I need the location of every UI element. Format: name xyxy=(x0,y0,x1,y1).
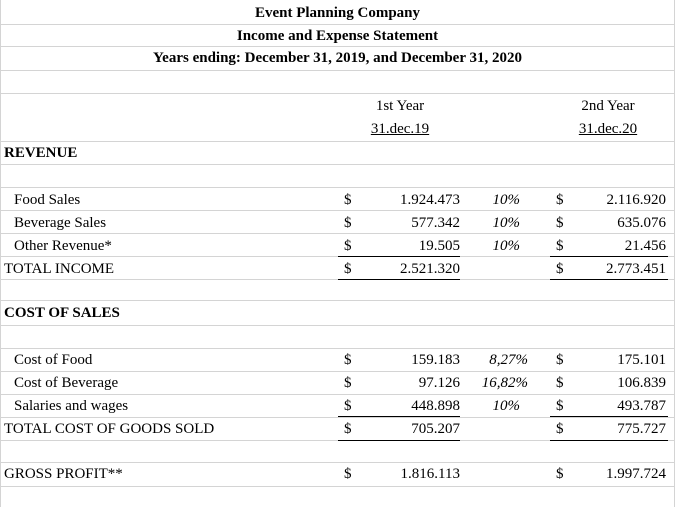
cost-row-pct: 16,82% xyxy=(481,375,528,391)
gridline xyxy=(0,300,675,301)
gridline xyxy=(0,24,675,25)
gridline xyxy=(0,462,675,463)
revenue-row-year2: 21.456 xyxy=(624,238,666,254)
year1-date xyxy=(340,120,460,138)
total-rule xyxy=(338,440,460,441)
revenue-row-year1: 19.505 xyxy=(418,238,460,254)
total-cogs-label: TOTAL COST OF GOODS SOLD xyxy=(4,421,215,437)
gross-profit-label: GROSS PROFIT** xyxy=(4,466,123,482)
cost-row-year1: 97.126 xyxy=(418,375,460,391)
cost-row-label: Salaries and wages xyxy=(14,398,129,414)
gridline xyxy=(0,210,675,211)
currency-symbol: $ xyxy=(344,192,352,208)
revenue-row-pct: 10% xyxy=(492,215,520,231)
currency-symbol: $ xyxy=(556,466,564,482)
revenue-heading: REVENUE xyxy=(4,145,78,161)
currency-symbol: $ xyxy=(556,215,564,231)
gross-profit-year1: 1.816.113 xyxy=(400,466,460,482)
cost-row-year1: 159.183 xyxy=(411,352,460,368)
currency-symbol: $ xyxy=(556,375,564,391)
cost-heading: COST OF SALES xyxy=(4,305,120,321)
revenue-row-label: Beverage Sales xyxy=(14,215,107,231)
gridline xyxy=(0,417,675,418)
year2-label: 2nd Year xyxy=(581,98,635,114)
total-income-year1: 2.521.320 xyxy=(400,261,460,277)
currency-symbol: $ xyxy=(556,421,564,437)
total-cogs-year1: 705.207 xyxy=(411,421,460,437)
gridline xyxy=(0,164,675,165)
currency-symbol: $ xyxy=(556,238,564,254)
gross-profit-year2: 1.997.724 xyxy=(606,466,666,482)
currency-symbol: $ xyxy=(556,398,564,414)
cost-row-label: Cost of Food xyxy=(14,352,93,368)
year2-date xyxy=(548,120,668,138)
total-rule xyxy=(550,440,668,441)
currency-symbol: $ xyxy=(344,421,352,437)
statement-period: Years ending: December 31, 2019, and December 31, 2020 xyxy=(153,50,522,66)
currency-symbol: $ xyxy=(344,466,352,482)
revenue-row-year1: 577.342 xyxy=(411,215,460,231)
gridline xyxy=(0,70,675,71)
total-rule xyxy=(550,279,668,280)
revenue-row-year2: 2.116.920 xyxy=(606,192,666,208)
cost-row-label: Cost of Beverage xyxy=(14,375,119,391)
year2-date-text: 31.dec.20 xyxy=(578,121,638,137)
total-cogs-year2: 775.727 xyxy=(617,421,666,437)
company-name: Event Planning Company xyxy=(254,5,421,21)
cost-row-year1: 448.898 xyxy=(411,398,460,414)
gridline xyxy=(0,187,675,188)
cost-row-pct: 10% xyxy=(492,398,520,414)
currency-symbol: $ xyxy=(344,352,352,368)
currency-symbol: $ xyxy=(556,261,564,277)
year1-label: 1st Year xyxy=(375,98,425,114)
total-income-label: TOTAL INCOME xyxy=(4,261,115,277)
revenue-row-label: Other Revenue* xyxy=(14,238,112,254)
gridline xyxy=(0,141,675,142)
gridline xyxy=(0,486,675,487)
currency-symbol: $ xyxy=(556,352,564,368)
total-income-year2: 2.773.451 xyxy=(606,261,666,277)
cost-row-year2: 493.787 xyxy=(617,398,666,414)
gridline xyxy=(0,93,675,94)
gridline xyxy=(0,46,675,47)
revenue-row-pct: 10% xyxy=(492,238,520,254)
gridline xyxy=(0,394,675,395)
total-rule xyxy=(338,279,460,280)
gridline xyxy=(0,348,675,349)
year1-date-text: 31.dec.19 xyxy=(370,121,430,137)
total-rule xyxy=(338,256,460,257)
currency-symbol: $ xyxy=(344,261,352,277)
currency-symbol: $ xyxy=(344,375,352,391)
gridline xyxy=(0,0,1,507)
cost-row-pct: 8,27% xyxy=(489,352,528,368)
revenue-row-pct: 10% xyxy=(492,192,520,208)
cost-row-year2: 106.839 xyxy=(617,375,666,391)
currency-symbol: $ xyxy=(344,398,352,414)
currency-symbol: $ xyxy=(344,238,352,254)
revenue-row-year1: 1.924.473 xyxy=(400,192,460,208)
total-rule xyxy=(338,416,460,417)
statement-title: Income and Expense Statement xyxy=(236,28,439,44)
cost-row-year2: 175.101 xyxy=(617,352,666,368)
revenue-row-label: Food Sales xyxy=(14,192,81,208)
gridline xyxy=(0,371,675,372)
revenue-row-year2: 635.076 xyxy=(617,215,666,231)
total-rule xyxy=(550,416,668,417)
gridline xyxy=(0,233,675,234)
total-rule xyxy=(550,256,668,257)
gridline xyxy=(0,325,675,326)
currency-symbol: $ xyxy=(556,192,564,208)
currency-symbol: $ xyxy=(344,215,352,231)
